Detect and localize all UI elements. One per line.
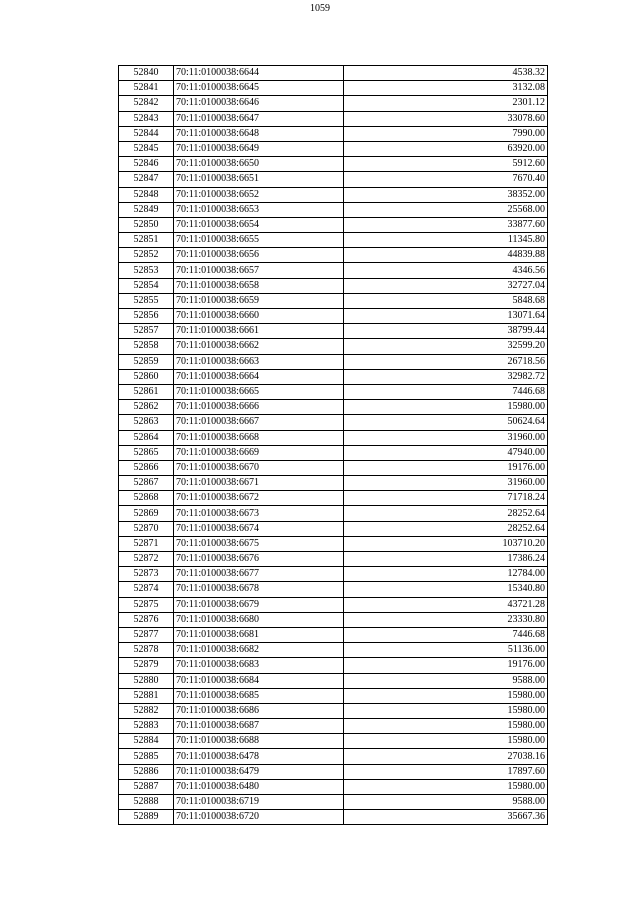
- row-number-cell: 52864: [119, 430, 174, 445]
- value-cell: 28252.64: [344, 521, 548, 536]
- cadastral-number-cell: 70:11:0100038:6659: [174, 293, 344, 308]
- cadastral-number-cell: 70:11:0100038:6688: [174, 734, 344, 749]
- cadastral-number-cell: 70:11:0100038:6666: [174, 400, 344, 415]
- row-number-cell: 52886: [119, 764, 174, 779]
- cadastral-number-cell: 70:11:0100038:6662: [174, 339, 344, 354]
- row-number-cell: 52861: [119, 384, 174, 399]
- table-body: [119, 66, 548, 825]
- cadastral-number-cell: 70:11:0100038:6681: [174, 627, 344, 642]
- table-row: [119, 415, 548, 430]
- row-number-cell: 52862: [119, 400, 174, 415]
- row-number-cell: 52873: [119, 567, 174, 582]
- value-cell: 50624.64: [344, 415, 548, 430]
- table-row: [119, 81, 548, 96]
- value-cell: 12784.00: [344, 567, 548, 582]
- cadastral-number-cell: 70:11:0100038:6677: [174, 567, 344, 582]
- table-row: [119, 795, 548, 810]
- cadastral-number-cell: 70:11:0100038:6680: [174, 612, 344, 627]
- table-row: [119, 324, 548, 339]
- value-cell: 32982.72: [344, 369, 548, 384]
- table-row: [119, 233, 548, 248]
- table-row: [119, 612, 548, 627]
- cadastral-number-cell: 70:11:0100038:6653: [174, 202, 344, 217]
- cadastral-number-cell: 70:11:0100038:6665: [174, 384, 344, 399]
- cadastral-number-cell: 70:11:0100038:6669: [174, 445, 344, 460]
- value-cell: 7446.68: [344, 384, 548, 399]
- table-row: [119, 658, 548, 673]
- table-row: [119, 506, 548, 521]
- cadastral-number-cell: 70:11:0100038:6676: [174, 552, 344, 567]
- row-number-cell: 52882: [119, 703, 174, 718]
- row-number-cell: 52872: [119, 552, 174, 567]
- table-row: [119, 810, 548, 825]
- cadastral-number-cell: 70:11:0100038:6719: [174, 795, 344, 810]
- row-number-cell: 52884: [119, 734, 174, 749]
- row-number-cell: 52859: [119, 354, 174, 369]
- row-number-cell: 52889: [119, 810, 174, 825]
- table-row: [119, 187, 548, 202]
- cadastral-number-cell: 70:11:0100038:6479: [174, 764, 344, 779]
- value-cell: 33877.60: [344, 217, 548, 232]
- value-cell: 43721.28: [344, 597, 548, 612]
- row-number-cell: 52877: [119, 627, 174, 642]
- row-number-cell: 52857: [119, 324, 174, 339]
- table-row: [119, 141, 548, 156]
- row-number-cell: 52887: [119, 779, 174, 794]
- row-number-cell: 52845: [119, 141, 174, 156]
- cadastral-value-table: [118, 65, 548, 825]
- table-row: [119, 719, 548, 734]
- cadastral-number-cell: 70:11:0100038:6674: [174, 521, 344, 536]
- cadastral-number-cell: 70:11:0100038:6648: [174, 126, 344, 141]
- value-cell: 25568.00: [344, 202, 548, 217]
- table-row: [119, 627, 548, 642]
- value-cell: 71718.24: [344, 491, 548, 506]
- row-number-cell: 52846: [119, 157, 174, 172]
- value-cell: 27038.16: [344, 749, 548, 764]
- cadastral-number-cell: 70:11:0100038:6646: [174, 96, 344, 111]
- cadastral-number-cell: 70:11:0100038:6651: [174, 172, 344, 187]
- value-cell: 9588.00: [344, 795, 548, 810]
- value-cell: 13071.64: [344, 309, 548, 324]
- row-number-cell: 52849: [119, 202, 174, 217]
- cadastral-number-cell: 70:11:0100038:6684: [174, 673, 344, 688]
- row-number-cell: 52860: [119, 369, 174, 384]
- cadastral-number-cell: 70:11:0100038:6670: [174, 460, 344, 475]
- table-row: [119, 643, 548, 658]
- table-row: [119, 263, 548, 278]
- table-row: [119, 202, 548, 217]
- table-row: [119, 567, 548, 582]
- table-row: [119, 734, 548, 749]
- value-cell: 5848.68: [344, 293, 548, 308]
- row-number-cell: 52867: [119, 476, 174, 491]
- cadastral-number-cell: 70:11:0100038:6671: [174, 476, 344, 491]
- cadastral-number-cell: 70:11:0100038:6655: [174, 233, 344, 248]
- table-row: [119, 521, 548, 536]
- value-cell: 17386.24: [344, 552, 548, 567]
- row-number-cell: 52881: [119, 688, 174, 703]
- value-cell: 28252.64: [344, 506, 548, 521]
- table-row: [119, 126, 548, 141]
- cadastral-number-cell: 70:11:0100038:6480: [174, 779, 344, 794]
- cadastral-number-cell: 70:11:0100038:6654: [174, 217, 344, 232]
- value-cell: 7990.00: [344, 126, 548, 141]
- cadastral-number-cell: 70:11:0100038:6686: [174, 703, 344, 718]
- value-cell: 32727.04: [344, 278, 548, 293]
- table-row: [119, 111, 548, 126]
- table-row: [119, 248, 548, 263]
- row-number-cell: 52883: [119, 719, 174, 734]
- value-cell: 15980.00: [344, 400, 548, 415]
- row-number-cell: 52879: [119, 658, 174, 673]
- table-row: [119, 369, 548, 384]
- value-cell: 15980.00: [344, 719, 548, 734]
- value-cell: 5912.60: [344, 157, 548, 172]
- row-number-cell: 52847: [119, 172, 174, 187]
- table-row: [119, 688, 548, 703]
- value-cell: 4346.56: [344, 263, 548, 278]
- table-row: [119, 491, 548, 506]
- table-row: [119, 597, 548, 612]
- page-number: 1059: [310, 3, 330, 14]
- cadastral-number-cell: 70:11:0100038:6652: [174, 187, 344, 202]
- table-row: [119, 66, 548, 81]
- value-cell: 31960.00: [344, 430, 548, 445]
- cadastral-number-cell: 70:11:0100038:6658: [174, 278, 344, 293]
- value-cell: 11345.80: [344, 233, 548, 248]
- cadastral-number-cell: 70:11:0100038:6663: [174, 354, 344, 369]
- value-cell: 17897.60: [344, 764, 548, 779]
- row-number-cell: 52878: [119, 643, 174, 658]
- value-cell: 2301.12: [344, 96, 548, 111]
- table-row: [119, 582, 548, 597]
- table-row: [119, 339, 548, 354]
- row-number-cell: 52840: [119, 66, 174, 81]
- value-cell: 63920.00: [344, 141, 548, 156]
- row-number-cell: 52885: [119, 749, 174, 764]
- cadastral-number-cell: 70:11:0100038:6656: [174, 248, 344, 263]
- table-row: [119, 157, 548, 172]
- row-number-cell: 52842: [119, 96, 174, 111]
- cadastral-number-cell: 70:11:0100038:6687: [174, 719, 344, 734]
- row-number-cell: 52851: [119, 233, 174, 248]
- row-number-cell: 52848: [119, 187, 174, 202]
- value-cell: 23330.80: [344, 612, 548, 627]
- table-row: [119, 749, 548, 764]
- table-row: [119, 764, 548, 779]
- table-row: [119, 673, 548, 688]
- value-cell: 31960.00: [344, 476, 548, 491]
- cadastral-number-cell: 70:11:0100038:6720: [174, 810, 344, 825]
- cadastral-number-cell: 70:11:0100038:6679: [174, 597, 344, 612]
- cadastral-number-cell: 70:11:0100038:6649: [174, 141, 344, 156]
- row-number-cell: 52852: [119, 248, 174, 263]
- row-number-cell: 52888: [119, 795, 174, 810]
- value-cell: 9588.00: [344, 673, 548, 688]
- row-number-cell: 52841: [119, 81, 174, 96]
- row-number-cell: 52874: [119, 582, 174, 597]
- value-cell: 15980.00: [344, 779, 548, 794]
- row-number-cell: 52855: [119, 293, 174, 308]
- value-cell: 15980.00: [344, 703, 548, 718]
- cadastral-number-cell: 70:11:0100038:6478: [174, 749, 344, 764]
- cadastral-number-cell: 70:11:0100038:6645: [174, 81, 344, 96]
- table-row: [119, 460, 548, 475]
- table-row: [119, 445, 548, 460]
- cadastral-number-cell: 70:11:0100038:6683: [174, 658, 344, 673]
- value-cell: 38352.00: [344, 187, 548, 202]
- cadastral-number-cell: 70:11:0100038:6678: [174, 582, 344, 597]
- row-number-cell: 52863: [119, 415, 174, 430]
- value-cell: 32599.20: [344, 339, 548, 354]
- table-row: [119, 354, 548, 369]
- value-cell: 7670.40: [344, 172, 548, 187]
- value-cell: 15980.00: [344, 688, 548, 703]
- value-cell: 33078.60: [344, 111, 548, 126]
- row-number-cell: 52843: [119, 111, 174, 126]
- cadastral-number-cell: 70:11:0100038:6657: [174, 263, 344, 278]
- cadastral-number-cell: 70:11:0100038:6650: [174, 157, 344, 172]
- row-number-cell: 52856: [119, 309, 174, 324]
- value-cell: 103710.20: [344, 536, 548, 551]
- cadastral-number-cell: 70:11:0100038:6685: [174, 688, 344, 703]
- value-cell: 3132.08: [344, 81, 548, 96]
- value-cell: 38799.44: [344, 324, 548, 339]
- value-cell: 15340.80: [344, 582, 548, 597]
- table-row: [119, 779, 548, 794]
- table-row: [119, 430, 548, 445]
- table-row: [119, 536, 548, 551]
- row-number-cell: 52869: [119, 506, 174, 521]
- table-row: [119, 309, 548, 324]
- table-row: [119, 400, 548, 415]
- value-cell: 19176.00: [344, 460, 548, 475]
- table-row: [119, 217, 548, 232]
- table-row: [119, 278, 548, 293]
- cadastral-number-cell: 70:11:0100038:6660: [174, 309, 344, 324]
- table-row: [119, 552, 548, 567]
- table-row: [119, 476, 548, 491]
- value-cell: 47940.00: [344, 445, 548, 460]
- cadastral-number-cell: 70:11:0100038:6668: [174, 430, 344, 445]
- cadastral-number-cell: 70:11:0100038:6673: [174, 506, 344, 521]
- cadastral-number-cell: 70:11:0100038:6644: [174, 66, 344, 81]
- cadastral-number-cell: 70:11:0100038:6661: [174, 324, 344, 339]
- table-row: [119, 384, 548, 399]
- table-row: [119, 703, 548, 718]
- value-cell: 51136.00: [344, 643, 548, 658]
- value-cell: 26718.56: [344, 354, 548, 369]
- value-cell: 35667.36: [344, 810, 548, 825]
- row-number-cell: 52876: [119, 612, 174, 627]
- row-number-cell: 52865: [119, 445, 174, 460]
- row-number-cell: 52844: [119, 126, 174, 141]
- value-cell: 4538.32: [344, 66, 548, 81]
- value-cell: 7446.68: [344, 627, 548, 642]
- cadastral-number-cell: 70:11:0100038:6667: [174, 415, 344, 430]
- row-number-cell: 52870: [119, 521, 174, 536]
- value-cell: 15980.00: [344, 734, 548, 749]
- table-row: [119, 96, 548, 111]
- table-row: [119, 172, 548, 187]
- row-number-cell: 52858: [119, 339, 174, 354]
- row-number-cell: 52850: [119, 217, 174, 232]
- row-number-cell: 52871: [119, 536, 174, 551]
- cadastral-number-cell: 70:11:0100038:6664: [174, 369, 344, 384]
- cadastral-number-cell: 70:11:0100038:6647: [174, 111, 344, 126]
- row-number-cell: 52854: [119, 278, 174, 293]
- cadastral-number-cell: 70:11:0100038:6672: [174, 491, 344, 506]
- row-number-cell: 52853: [119, 263, 174, 278]
- value-cell: 19176.00: [344, 658, 548, 673]
- cadastral-number-cell: 70:11:0100038:6682: [174, 643, 344, 658]
- value-cell: 44839.88: [344, 248, 548, 263]
- table-row: [119, 293, 548, 308]
- row-number-cell: 52875: [119, 597, 174, 612]
- row-number-cell: 52868: [119, 491, 174, 506]
- cadastral-number-cell: 70:11:0100038:6675: [174, 536, 344, 551]
- row-number-cell: 52866: [119, 460, 174, 475]
- row-number-cell: 52880: [119, 673, 174, 688]
